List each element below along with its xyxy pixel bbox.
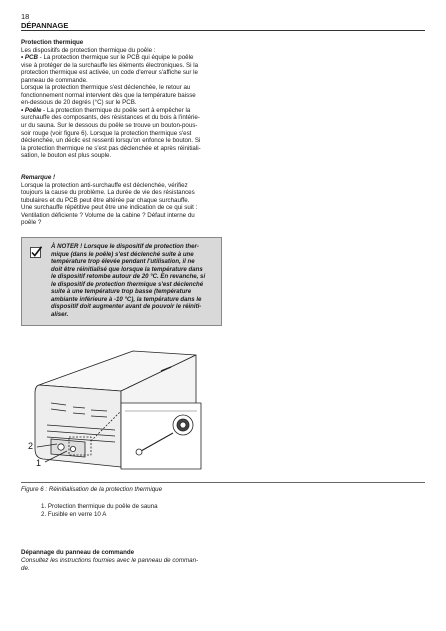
heater-figure — [21, 341, 425, 479]
callout-1-label: 1 — [36, 458, 42, 468]
note-line: mique (dans le poêle) s'est déclenché suite à une — [51, 250, 194, 258]
legend-item: 1. Protection thermique du poêle de sauna — [41, 503, 158, 510]
panel-line: de. — [21, 564, 30, 572]
note-line: suite à une température trop basse (température — [51, 288, 192, 295]
protection-line: vise à protéger de la surchauffe les éléments électroniques. Si la — [21, 61, 199, 69]
protection-line: panneau de commande. — [21, 76, 88, 84]
protection-line: en-dessous de 20 degrés (°C) sur le PCB. — [21, 99, 137, 107]
protection-line: déclenchée, un déclic est ressenti lorsqu'on enfonce le bouton. Si — [21, 137, 201, 145]
remark-title: Remarque ! — [21, 174, 56, 181]
protection-line: sation, le bouton est plus souple. — [21, 152, 112, 160]
panel-section-title: Dépannage du panneau de commande — [21, 549, 135, 556]
remark-line: tubulaires et du PCB peut être altérée par chaque surchauffe. — [21, 196, 190, 204]
protection-line: • Poêle - La protection thermique du poêle sert à empêcher la — [21, 106, 191, 114]
note-line: aliser. — [51, 310, 69, 318]
note-line: À NOTER ! Lorsque le dispositif de protection ther- — [51, 243, 199, 250]
page-number: 18 — [21, 12, 30, 21]
remark-line: poêle ? — [21, 219, 42, 227]
callout-2-label: 2 — [28, 441, 34, 451]
remark-line: Ventilation déficiente ? Volume de la cabine ? Défaut interne du — [21, 211, 195, 219]
remark-line: Lorsque la protection anti-surchauffe est déclenchée, vérifiez — [21, 181, 188, 189]
protection-line: surchauffe des composants, des résistances et du bois à l'intérie- — [21, 114, 200, 122]
protection-line: protection thermique est activée, un code d'erreur s'affiche sur le — [21, 69, 198, 77]
note-line: température trop élevée pendant l'utilisation, il ne — [51, 258, 195, 265]
protection-line: • PCB - La protection thermique sur le PCB qui équipe le poêle — [21, 54, 194, 62]
header-divider — [21, 30, 425, 31]
protection-line: soir rouge (voir figure 6). Lorsque la protection thermique s'est — [21, 129, 192, 137]
remark-line: Une surchauffe répétitive peut être une indication de ce qui suit : — [21, 204, 198, 212]
checkmark-note-icon — [30, 246, 42, 258]
figure-caption: Figure 6 : Réinitialisation de la protection thermique — [21, 486, 163, 493]
section-title: DÉPANNAGE — [21, 21, 69, 30]
protection-line: Les dispositifs de protection thermique du poêle : — [21, 46, 156, 54]
note-text — [51, 243, 219, 318]
note-line: le dispositif de protection thermique s'est déclenché — [51, 280, 204, 288]
note-line: le dispositif retombe autour de 20 °C. En revanche, si — [51, 273, 206, 280]
panel-line: Consultez les instructions fournies avec le panneau de comman- — [21, 557, 199, 564]
protection-line: fonctionnement normal intervient dès que la température baisse — [21, 91, 196, 99]
panel-section-text — [21, 557, 241, 572]
note-line: ambiante inférieure à -10 °C), la température dans le — [51, 295, 202, 303]
legend-item: 2. Fusible en verre 10 A — [41, 511, 107, 518]
protection-line: la protection thermique ne s'est pas déclenchée et après réinitiali- — [21, 144, 201, 152]
note-box — [21, 237, 222, 326]
figure-legend — [41, 503, 158, 519]
remark-line: toujours la cause du problème. La durée de vie des résistances — [21, 189, 195, 197]
protection-line: Lorsque la protection thermique s'est déclenchée, le retour au — [21, 84, 191, 92]
protection-title: Protection thermique — [21, 39, 84, 46]
note-line: dispositif doit augmenter avant de pouvoir le réiniti- — [51, 303, 202, 310]
heater-illustration — [35, 351, 201, 469]
figure-divider — [21, 482, 425, 483]
note-line: doit être réinitialisé que lorsque la température dans — [51, 265, 203, 273]
remark-section — [21, 174, 226, 227]
protection-line: ur du sauna. Sur le dessous du poêle se trouve un bouton-pous- — [21, 122, 198, 130]
protection-section — [21, 39, 226, 160]
